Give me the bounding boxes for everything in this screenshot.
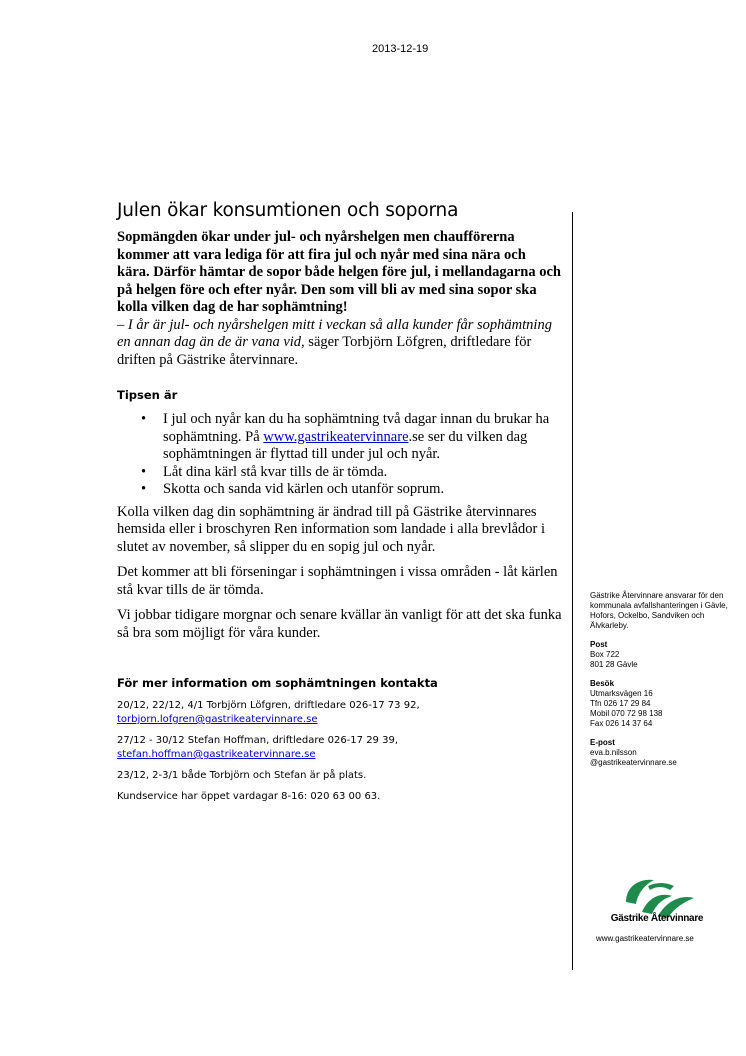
website-link[interactable]: www.gastrikeatervinnare bbox=[263, 428, 409, 445]
post-label: Post bbox=[590, 640, 608, 649]
visit-line-4: Fax 026 14 37 64 bbox=[590, 719, 653, 728]
visit-line-1: Utmarksvägen 16 bbox=[590, 689, 653, 698]
body-paragraph-1: Kolla vilken dag din sophämtning är ändrad till på Gästrike återvinnares hemsida eller i broschyren Ren information som landade i alla brevlådor i slutet av november, så slipper du en sopig jul och nyår. bbox=[117, 503, 546, 555]
list-item: • Låt dina kärl stå kvar tills de är tömda. bbox=[163, 464, 562, 482]
tips-heading: Tipsen är bbox=[117, 388, 178, 402]
sidebar bbox=[590, 591, 740, 777]
contact-2-email-link[interactable]: stefan.hoffman@gastrikeatervinnare.se bbox=[117, 749, 316, 760]
sidebar-about: Gästrike Återvinnare ansvarar för den kommunala avfallshanteringen i Gävle, Hofors, Ockelbo, Sandviken och Älvkarleby. bbox=[590, 591, 728, 630]
quote-paragraph bbox=[117, 317, 562, 370]
sidebar-visit bbox=[590, 679, 740, 729]
sidebar-email bbox=[590, 738, 740, 768]
body-paragraph-2: Det kommer att bli förseningar i sophämtningen i vissa områden - låt kärlen stå kvar tills de är tömda. bbox=[117, 564, 558, 598]
body-paragraph-3: Vi jobbar tidigare morgnar och senare kvällar än vanligt för att det ska funka så bra som möjligt för våra kunder. bbox=[117, 607, 562, 641]
list-item bbox=[163, 411, 562, 464]
list-item: • Skotta och sanda vid kärlen och utanför soprum. bbox=[163, 481, 562, 499]
sidebar-post bbox=[590, 640, 740, 670]
email-label: E-post bbox=[590, 738, 615, 747]
contact-entry-2 bbox=[117, 734, 562, 762]
contact-entry-4: Kundservice har öppet vardagar 8-16: 020 63 00 63. bbox=[117, 791, 381, 802]
contact-entry-3: 23/12, 2-3/1 både Torbjörn och Stefan är på plats. bbox=[117, 770, 367, 781]
vertical-divider bbox=[572, 212, 573, 970]
quote-rest: säger Torbjörn Löfgren, driftledare för driften på Gästrike återvinnare. bbox=[117, 334, 532, 368]
contact-2-text: 27/12 - 30/12 Stefan Hoffman, driftledare 026-17 29 39, bbox=[117, 735, 398, 746]
email-line-1: eva.b.nilsson bbox=[590, 748, 637, 757]
logo-text: Gästrike Återvinnare bbox=[610, 913, 704, 924]
tip-1-text-pre: I jul och nyår kan du ha sophämtning två dagar innan du brukar ha sophämtning. På bbox=[163, 411, 550, 445]
lead-paragraph: Sopmängden ökar under jul- och nyårshelgen men chaufförerna kommer att vara lediga för att fira jul och nyår med sina nära och kära. Därför hämtar de sopor både helgen före jul, i mellandagarna och på helgen före och efter nyår. Den som vill bli av med sina sopor ska kolla vilken dag de har sophämtning! bbox=[117, 229, 561, 315]
page-title: Julen ökar konsumtionen och soporna bbox=[117, 200, 459, 221]
quote-italic: – I år är jul- och nyårshelgen mitt i veckan så alla kunder får sophämtning en annan dag än de är vana vid, bbox=[117, 316, 552, 350]
email-line-2: @gastrikeatervinnare.se bbox=[590, 758, 677, 767]
tip-1-text-post: .se ser du vilken dag sophämtningen är flyttad till under jul och nyår. bbox=[163, 428, 528, 462]
visit-line-2: Tfn 026 17 29 84 bbox=[590, 699, 651, 708]
contact-1-text: 20/12, 22/12, 4/1 Torbjörn Löfgren, driftledare 026-17 73 92, bbox=[117, 700, 420, 711]
website-text: www.gastrikeatervinnare.se bbox=[596, 934, 694, 943]
visit-line-3: Mobil 070 72 98 138 bbox=[590, 709, 663, 718]
post-line-1: Box 722 bbox=[590, 650, 620, 659]
document-date: 2013-12-19 bbox=[372, 43, 429, 55]
main-column bbox=[117, 200, 562, 811]
contact-heading: För mer information om sophämtningen kontakta bbox=[117, 676, 438, 690]
contact-entry-1 bbox=[117, 699, 562, 727]
visit-label: Besök bbox=[590, 679, 615, 688]
contact-1-email-link[interactable]: torbjorn.lofgren@gastrikeatervinnare.se bbox=[117, 714, 318, 725]
post-line-2: 801 28 Gävle bbox=[590, 660, 638, 669]
tips-list bbox=[117, 411, 562, 499]
